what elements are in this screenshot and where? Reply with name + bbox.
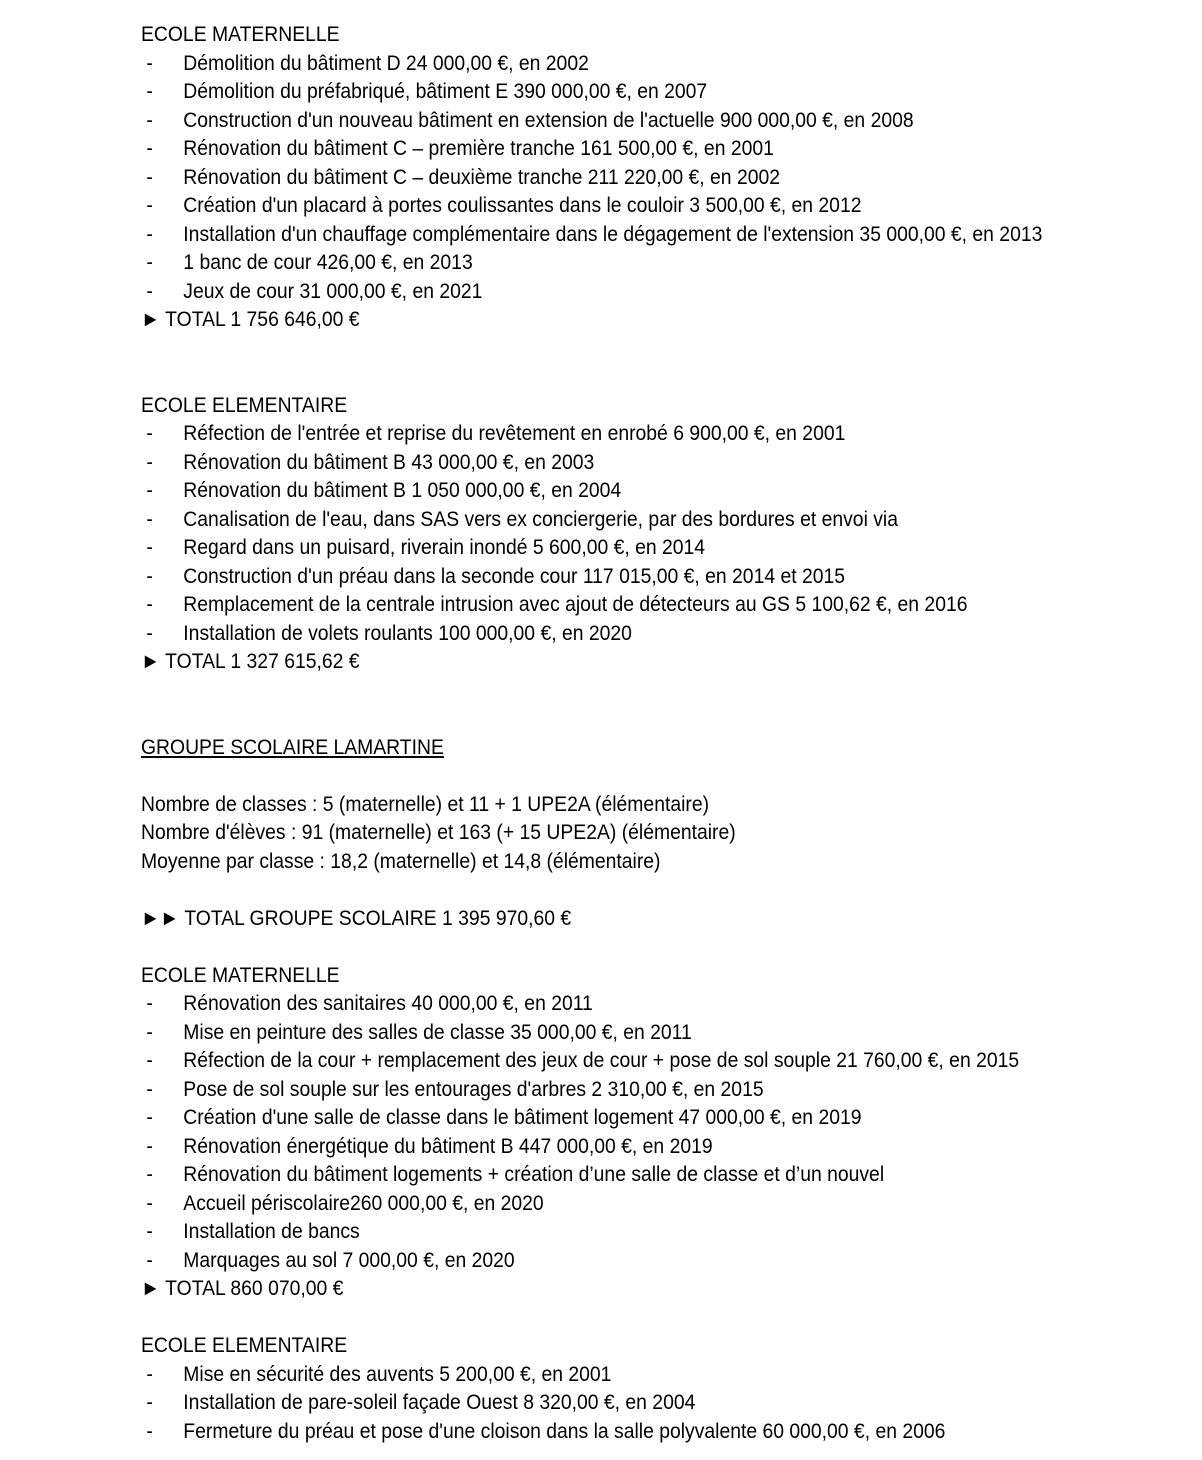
list-item: - Création d'une salle de classe dans le bâtiment logement 47 000,00 €, en 2019	[141, 1103, 1086, 1132]
bullet-dash: -	[146, 991, 153, 1015]
section-heading: ECOLE MATERNELLE	[141, 962, 340, 987]
list-item: - Rénovation du bâtiment B 1 050 000,00 €, en 2004	[141, 476, 1086, 505]
list-item: - Jeux de cour 31 000,00 €, en 2021	[141, 277, 1086, 306]
list-item: - Installation de volets roulants 100 000,00 €, en 2020	[141, 619, 1086, 648]
group-lamartine	[141, 733, 1086, 1446]
bullet-dash: -	[146, 1190, 153, 1215]
bullet-dash: -	[146, 164, 153, 189]
section-elementaire-1	[141, 391, 1086, 676]
section-maternelle-2	[141, 961, 1086, 1303]
bullet-dash: -	[146, 449, 153, 474]
section-total: ► TOTAL 1 756 646,00 €	[141, 307, 360, 331]
stat-moyenne: Moyenne par classe : 18,2 (maternelle) et 14,8 (élémentaire)	[141, 848, 661, 873]
list-item: - Création d'un placard à portes coulissantes dans le couloir 3 500,00 €, en 2012	[141, 191, 1086, 220]
bullet-dash: -	[146, 79, 153, 103]
bullet-dash: -	[146, 50, 153, 75]
list-item: - Accueil périscolaire260 000,00 €, en 2020	[141, 1189, 1086, 1218]
bullet-dash: -	[146, 250, 153, 274]
group-grand-total: ►► TOTAL GROUPE SCOLAIRE 1 395 970,60 €	[141, 905, 572, 930]
list-item: - Regard dans un puisard, riverain inondé 5 600,00 €, en 2014	[141, 533, 1086, 562]
list-item: - Rénovation du bâtiment C – deuxième tranche 211 220,00 €, en 2002	[141, 163, 1086, 192]
list-item: - Réfection de l'entrée et reprise du revêtement en enrobé 6 900,00 €, en 2001	[141, 419, 1086, 448]
bullet-dash: -	[146, 506, 153, 531]
list-item: - Marquages au sol 7 000,00 €, en 2020	[141, 1246, 1086, 1275]
stat-eleves: Nombre d'élèves : 91 (maternelle) et 163 (+ 15 UPE2A) (élémentaire)	[141, 820, 736, 844]
list-item: - Construction d'un préau dans la seconde cour 117 015,00 €, en 2014 et 2015	[141, 562, 1086, 591]
list-item: - Installation d'un chauffage complémentaire dans le dégagement de l'extension 35 000,00 €, en 2013	[141, 220, 1086, 249]
bullet-dash: -	[146, 1133, 153, 1158]
list-item: - Réfection de la cour + remplacement des jeux de cour + pose de sol souple 21 760,00 €, en 2015	[141, 1046, 1086, 1075]
list-item: - Fermeture du préau et pose d'une cloison dans la salle polyvalente 60 000,00 €, en 2006	[141, 1417, 1086, 1446]
section-total: ► TOTAL 860 070,00 €	[141, 1276, 344, 1300]
bullet-dash: -	[146, 1390, 153, 1414]
list-item: - Rénovation du bâtiment C – première tranche 161 500,00 €, en 2001	[141, 134, 1086, 163]
bullet-dash: -	[146, 107, 153, 132]
bullet-dash: -	[146, 221, 153, 246]
bullet-dash: -	[146, 535, 153, 559]
list-item: - Remplacement de la centrale intrusion avec ajout de détecteurs au GS 5 100,62 €, en 2016	[141, 590, 1086, 619]
bullet-dash: -	[146, 1219, 153, 1243]
list-item: - Rénovation des sanitaires 40 000,00 €, en 2011	[141, 989, 1086, 1018]
bullet-dash: -	[146, 563, 153, 588]
list-item: - Rénovation du bâtiment logements + création d’une salle de classe et d’un nouvel	[141, 1160, 1086, 1189]
list-item: - Canalisation de l'eau, dans SAS vers ex conciergerie, par des bordures et envoi via	[141, 505, 1086, 534]
stat-classes: Nombre de classes : 5 (maternelle) et 11 + 1 UPE2A (élémentaire)	[141, 791, 710, 816]
section-heading: ECOLE ELEMENTAIRE	[141, 1333, 348, 1357]
bullet-dash: -	[146, 592, 153, 616]
section-heading: ECOLE MATERNELLE	[141, 22, 340, 46]
list-item: - Rénovation du bâtiment B 43 000,00 €, en 2003	[141, 448, 1086, 477]
list-item: - Pose de sol souple sur les entourages d'arbres 2 310,00 €, en 2015	[141, 1075, 1086, 1104]
section-heading: ECOLE ELEMENTAIRE	[141, 392, 348, 417]
list-item: - Rénovation énergétique du bâtiment B 447 000,00 €, en 2019	[141, 1132, 1086, 1161]
section-total: ► TOTAL 1 327 615,62 €	[141, 649, 360, 673]
bullet-dash: -	[146, 478, 153, 502]
bullet-dash: -	[146, 1361, 153, 1386]
list-item: - Mise en peinture des salles de classe 35 000,00 €, en 2011	[141, 1018, 1086, 1047]
bullet-dash: -	[146, 1418, 153, 1443]
list-item: - 1 banc de cour 426,00 €, en 2013	[141, 248, 1086, 277]
group-title: GROUPE SCOLAIRE LAMARTINE	[141, 734, 444, 759]
bullet-dash: -	[146, 1076, 153, 1101]
list-item: - Démolition du bâtiment D 24 000,00 €, en 2002	[141, 49, 1086, 78]
bullet-dash: -	[146, 136, 153, 160]
document-page	[141, 20, 1086, 1445]
section-maternelle-1	[141, 20, 1086, 334]
bullet-dash: -	[146, 1162, 153, 1186]
bullet-dash: -	[146, 1247, 153, 1272]
bullet-dash: -	[146, 278, 153, 303]
bullet-dash: -	[146, 620, 153, 645]
list-item: - Installation de bancs	[141, 1217, 1086, 1246]
bullet-dash: -	[146, 1048, 153, 1072]
list-item: - Installation de pare-soleil façade Ouest 8 320,00 €, en 2004	[141, 1388, 1086, 1417]
bullet-dash: -	[146, 1105, 153, 1129]
section-elementaire-2	[141, 1331, 1086, 1445]
bullet-dash: -	[146, 421, 153, 445]
bullet-dash: -	[146, 1019, 153, 1044]
list-item: - Mise en sécurité des auvents 5 200,00 €, en 2001	[141, 1360, 1086, 1389]
list-item: - Démolition du préfabriqué, bâtiment E 390 000,00 €, en 2007	[141, 77, 1086, 106]
bullet-dash: -	[146, 193, 153, 217]
list-item: - Construction d'un nouveau bâtiment en extension de l'actuelle 900 000,00 €, en 2008	[141, 106, 1086, 135]
